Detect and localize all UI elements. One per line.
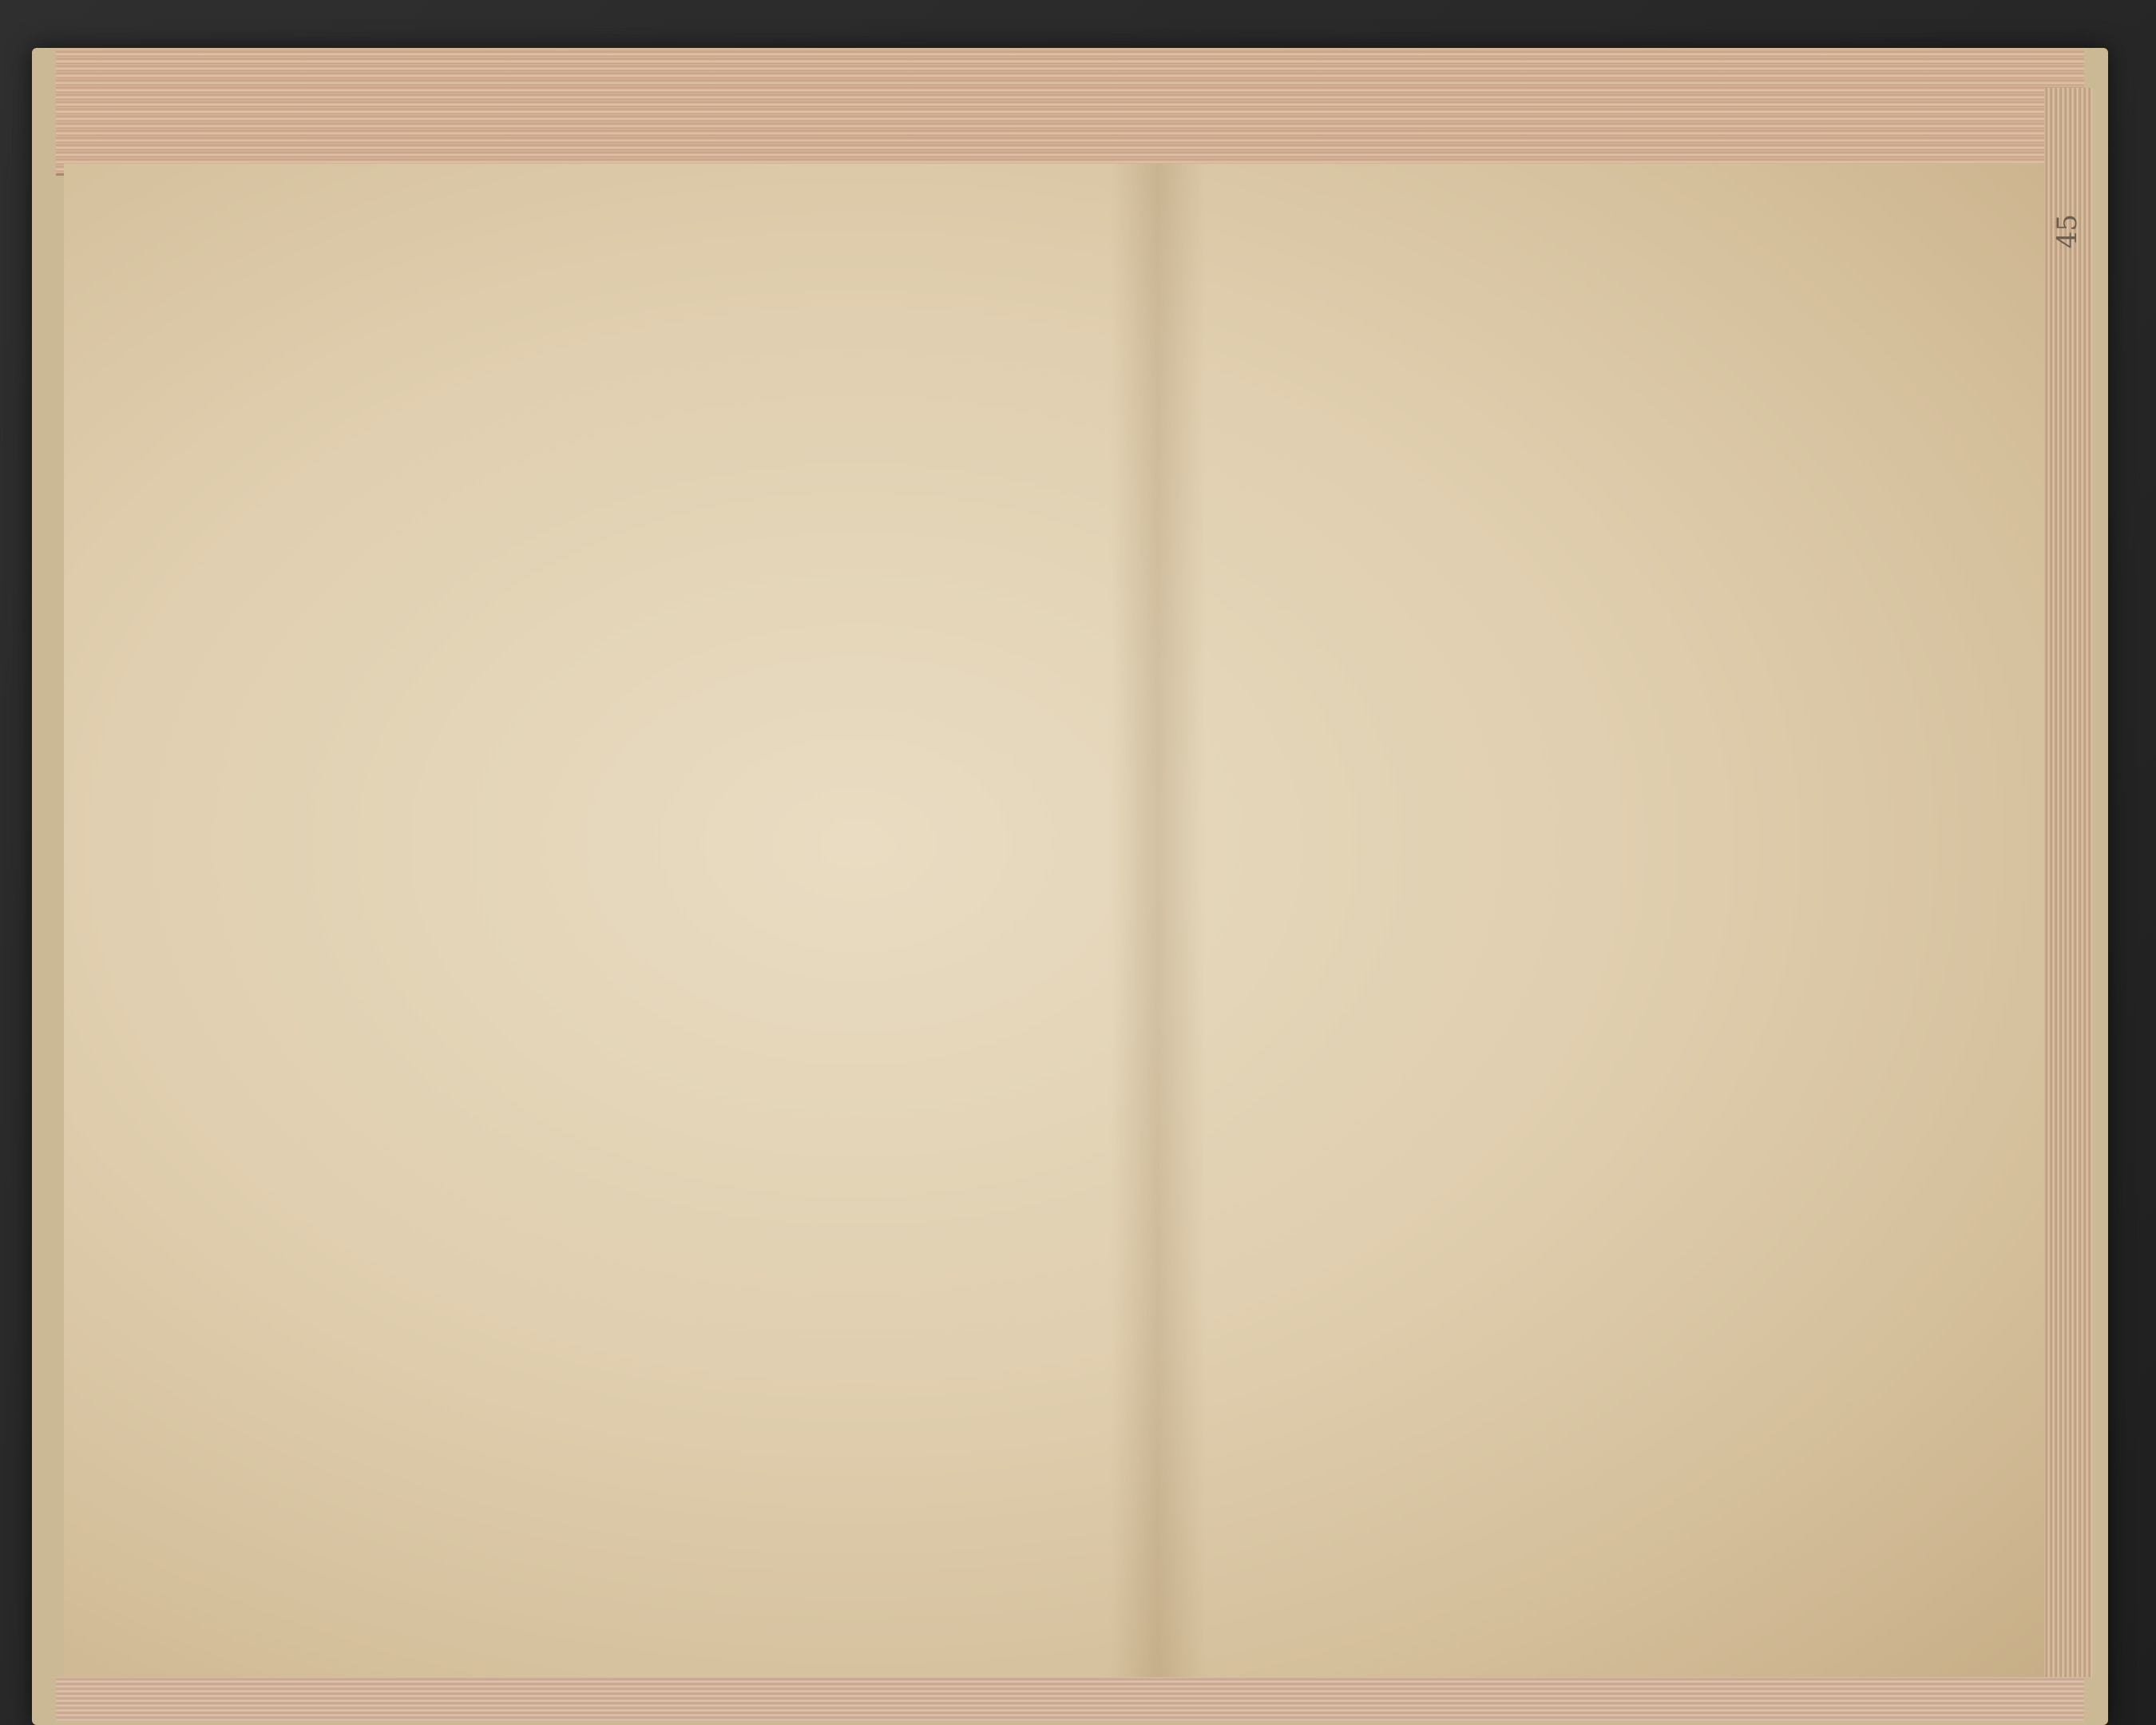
newspaper-page [2035, 166, 2156, 1675]
page-paper [64, 164, 2044, 1677]
page-edges-bottom [56, 1677, 2084, 1721]
rotated-page-content [2035, 166, 2156, 1675]
page-fold [1110, 164, 1206, 1677]
page-number: 45 [2051, 214, 2083, 249]
page-edges-top [56, 50, 2084, 176]
